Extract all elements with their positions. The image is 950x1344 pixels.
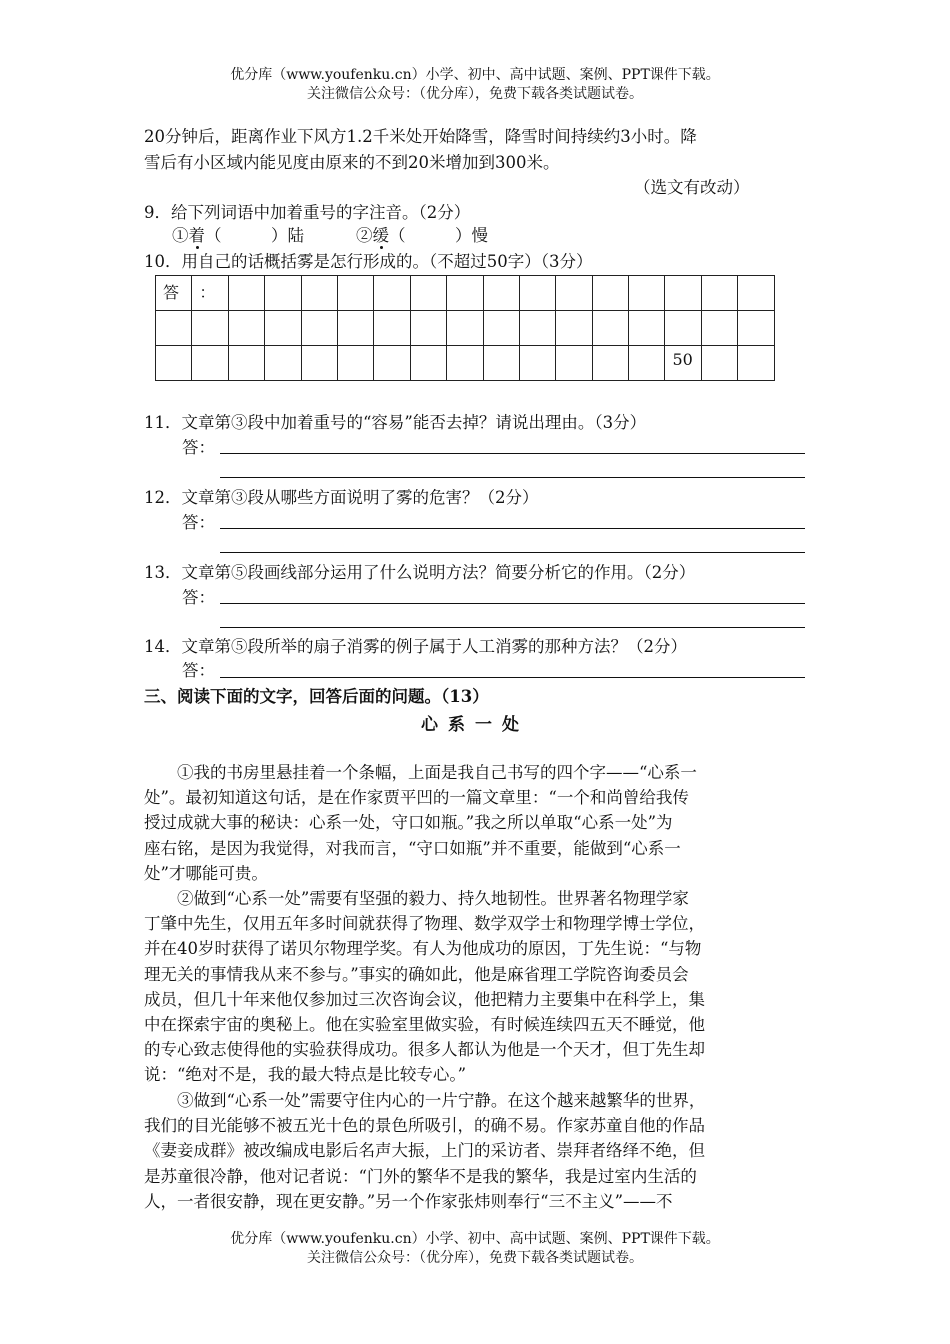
p3-line: 《妻妾成群》被改编成电影后名声大振，上门的采访者、崇拜者络绎不绝，但 (144, 1141, 705, 1161)
q13-answer-label: 答： (182, 588, 215, 607)
grid-row-1 (156, 276, 775, 311)
q9-item1-emphasized-char: 着 (188, 226, 205, 245)
paragraph-2 (144, 886, 806, 1088)
grid-cell[interactable] (228, 346, 264, 381)
question-13: 13．文章第⑤段画线部分运用了什么说明方法？简要分析它的作用。（2分） (144, 563, 696, 582)
grid-cell[interactable] (192, 311, 228, 346)
q9-item1-rest: 陆 (287, 226, 304, 245)
grid-cell[interactable] (265, 311, 301, 346)
p2-line: 说：“绝对不是，我的最大特点是比较专心。” (144, 1065, 467, 1085)
p2-line: ②做到“心系一处”需要有坚强的毅力、持久地韧性。世界著名物理学家 (144, 889, 689, 908)
grid-cell[interactable] (701, 346, 737, 381)
grid-cell[interactable] (701, 311, 737, 346)
p2-line: 丁肇中先生，仅用五年多时间就获得了物理、数学双学士和物理学博士学位， (144, 914, 705, 934)
grid-cell[interactable] (519, 276, 555, 311)
grid-cell[interactable] (592, 311, 628, 346)
answer-grid[interactable] (155, 275, 775, 381)
grid-cell (665, 346, 701, 381)
page-header (0, 66, 950, 104)
grid-label-answer: 答 (163, 283, 180, 302)
grid-cell[interactable] (337, 276, 373, 311)
grid-cell[interactable] (337, 311, 373, 346)
grid-cell[interactable] (301, 346, 337, 381)
grid-cell (156, 276, 192, 311)
p1-line: ①我的书房里悬挂着一个条幅，上面是我自己书写的四个字——“心系一 (144, 763, 697, 782)
p2-line: 中在探索宇宙的奥秘上。他在实验室里做实验，有时候连续四五天不睡觉，他 (144, 1015, 705, 1035)
q9-item2-number: ② (356, 226, 373, 245)
q14-answer-line[interactable] (220, 677, 805, 678)
grid-label-50: 50 (672, 350, 693, 369)
grid-cell[interactable] (519, 311, 555, 346)
grid-cell[interactable] (483, 346, 519, 381)
grid-cell[interactable] (192, 346, 228, 381)
grid-cell[interactable] (410, 276, 446, 311)
grid-cell[interactable] (265, 346, 301, 381)
grid-cell[interactable] (447, 276, 483, 311)
grid-cell[interactable] (301, 276, 337, 311)
grid-cell[interactable] (629, 346, 665, 381)
q9-items (172, 223, 488, 248)
q14-answer-label: 答： (182, 661, 215, 680)
q12-answer-line-1[interactable] (220, 528, 805, 529)
q13-answer-line-1[interactable] (220, 603, 805, 604)
q13-answer-line-2[interactable] (220, 627, 805, 628)
question-10: 10．用自己的话概括雾是怎行形成的。（不超过50字）（3分） (144, 252, 593, 271)
paragraph-1 (144, 760, 806, 886)
p1-line: 处”才哪能可贵。 (144, 863, 268, 883)
grid-cell[interactable] (738, 311, 774, 346)
grid-cell[interactable] (629, 276, 665, 311)
q11-answer-line-2[interactable] (220, 477, 805, 478)
q11-answer-line-1[interactable] (220, 453, 805, 454)
paragraph-3 (144, 1088, 806, 1214)
section-3-heading: 三、阅读下面的文字，回答后面的问题。（13） (144, 687, 489, 706)
grid-cell[interactable] (556, 276, 592, 311)
p2-line: 的专心致志使得他的实验获得成功。很多人都认为他是一个天才，但丁先生却 (144, 1040, 705, 1060)
question-11: 11．文章第③段中加着重号的“容易”能否去掉？请说出理由。（3分） (144, 413, 647, 432)
grid-cell[interactable] (374, 346, 410, 381)
grid-cell[interactable] (156, 346, 192, 381)
grid-cell[interactable] (374, 276, 410, 311)
grid-cell[interactable] (519, 346, 555, 381)
grid-cell[interactable] (156, 311, 192, 346)
grid-cell (192, 276, 228, 311)
grid-label-colon: ： (199, 283, 216, 302)
grid-cell[interactable] (374, 311, 410, 346)
grid-cell[interactable] (556, 346, 592, 381)
p3-line: ③做到“心系一处”需要守住内心的一片宁静。在这个越来越繁华的世界， (144, 1091, 706, 1110)
question-12: 12．文章第③段从哪些方面说明了雾的危害？（2分） (144, 488, 539, 507)
page-footer (0, 1230, 950, 1268)
p1-line: 座右铭，是因为我觉得，对我而言，“守口如瓶”并不重要，能做到“心系一 (144, 838, 681, 858)
grid-cell[interactable] (738, 276, 774, 311)
intro-line-1: 20分钟后，距离作业下风方1.2千米处开始降雪，降雪时间持续约3小时。降 (144, 127, 697, 146)
grid-cell[interactable] (592, 276, 628, 311)
question-9: 9．给下列词语中加着重号的字注音。（2分） (144, 203, 471, 222)
p1-line: 授过成就大事的秘诀：心系一处，守口如瓶。”我之所以单取“心系一处”为 (144, 813, 673, 833)
grid-cell[interactable] (228, 276, 264, 311)
q12-answer-line-2[interactable] (220, 552, 805, 553)
q9-item2-emphasized-char: 缓 (372, 226, 389, 245)
q9-item1-number: ① (172, 226, 189, 245)
grid-cell[interactable] (410, 311, 446, 346)
p2-line: 成员，但几十年来他仅参加过三次咨询会议，他把精力主要集中在科学上，集 (144, 989, 705, 1009)
grid-cell[interactable] (301, 311, 337, 346)
question-14: 14．文章第⑤段所举的扇子消雾的例子属于人工消雾的那种方法？（2分） (144, 637, 687, 656)
q9-item1-blank[interactable]: （ ） (205, 226, 288, 245)
grid-cell[interactable] (483, 311, 519, 346)
footer-line-2: 关注微信公众号：（优分库），免费下载各类试题试卷。 (307, 1250, 643, 1266)
grid-cell[interactable] (265, 276, 301, 311)
grid-cell[interactable] (592, 346, 628, 381)
grid-row-3 (156, 346, 775, 381)
grid-cell[interactable] (738, 346, 774, 381)
header-line-1: 优分库（www.youfenku.cn）小学、初中、高中试题、案例、PPT课件下载。 (230, 67, 720, 83)
q9-item2-rest: 慢 (471, 226, 488, 245)
q9-item2-blank[interactable]: （ ） (389, 226, 472, 245)
p3-line: 人，一者很安静，现在更安静。”另一个作家张炜则奉行“三不主义”——不 (144, 1191, 673, 1211)
footer-line-1: 优分库（www.youfenku.cn）小学、初中、高中试题、案例、PPT课件下载。 (230, 1231, 720, 1247)
q12-answer-label: 答： (182, 513, 215, 532)
grid-cell[interactable] (665, 276, 701, 311)
source-note: （选文有改动） (634, 178, 750, 197)
grid-cell[interactable] (447, 346, 483, 381)
grid-cell[interactable] (483, 276, 519, 311)
header-line-2: 关注微信公众号：（优分库），免费下载各类试题试卷。 (307, 86, 643, 102)
grid-cell[interactable] (337, 346, 373, 381)
p1-line: 处”。最初知道这句话，是在作家贾平凹的一篇文章里：“一个和尚曾给我传 (144, 788, 689, 808)
article-title: 心系一处 (421, 715, 529, 735)
grid-cell[interactable] (556, 311, 592, 346)
grid-cell[interactable] (665, 311, 701, 346)
intro-line-2: 雪后有小区域内能见度由原来的不到20米增加到300米。 (144, 153, 560, 172)
grid-cell[interactable] (228, 311, 264, 346)
grid-cell[interactable] (629, 311, 665, 346)
grid-cell[interactable] (410, 346, 446, 381)
grid-cell[interactable] (447, 311, 483, 346)
p3-line: 我们的目光能够不被五光十色的景色所吸引，的确不易。作家苏童自他的作品 (144, 1116, 705, 1136)
p3-line: 是苏童很冷静，他对记者说：“门外的繁华不是我的繁华，我是过室内生活的 (144, 1166, 697, 1186)
p2-line: 并在40岁时获得了诺贝尔物理学奖。有人为他成功的原因，丁先生说：“与物 (144, 939, 702, 959)
grid-cell[interactable] (701, 276, 737, 311)
grid-row-2 (156, 311, 775, 346)
q11-answer-label: 答： (182, 438, 215, 457)
p2-line: 理无关的事情我从来不参与。”事实的确如此，他是麻省理工学院咨询委员会 (144, 964, 689, 984)
